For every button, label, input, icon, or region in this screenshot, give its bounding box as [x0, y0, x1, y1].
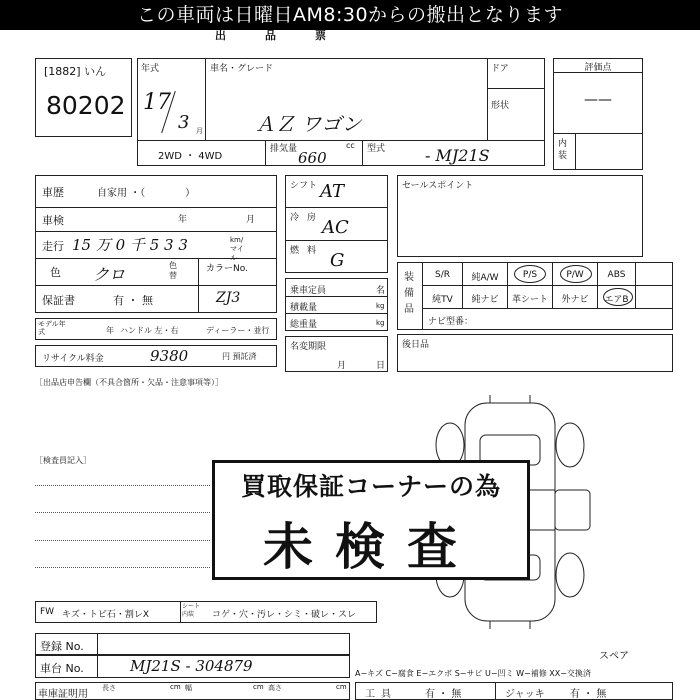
deadline-label: 名変期限: [290, 342, 327, 352]
cert-height-unit: cm: [336, 683, 347, 691]
model-label: 型式: [367, 144, 386, 154]
color-label: 色: [50, 266, 61, 279]
aircon-value: AC: [322, 217, 349, 238]
capacity-label-3: 総重量: [290, 320, 318, 330]
reg-label: 登録 No.: [40, 640, 84, 653]
interior-label: 内装: [558, 139, 568, 161]
year-label: 年式: [141, 64, 160, 74]
recycle-value: 9380: [150, 347, 189, 365]
seat-text: コゲ・穴・汚レ・シミ・破レ・スレ: [212, 610, 357, 620]
sales-point-label: セールスポイント: [402, 181, 474, 191]
mileage-unit: km/マイル: [230, 236, 244, 262]
cert-length-label: 長さ: [102, 684, 116, 692]
color-code-value: ZJ3: [216, 290, 241, 306]
lot-tag: [1882] いん: [44, 65, 107, 78]
inspection-label: 車検: [42, 214, 64, 227]
capacity-unit-2: kg: [376, 302, 385, 310]
tools-label: 工具: [365, 689, 397, 700]
name-label: 車名・グレード: [210, 64, 274, 74]
mileage-label: 走行: [42, 240, 64, 253]
shape-label: 形状: [491, 101, 510, 111]
lot-box: [35, 58, 132, 137]
equip-navi: 純ナビ: [471, 295, 499, 305]
color-value: クロ: [93, 265, 126, 284]
door-label: ドア: [491, 64, 509, 74]
inspection-month: 月: [246, 215, 256, 225]
cert-width-unit: cm: [253, 683, 264, 691]
equip-abs: ABS: [607, 270, 626, 280]
deadline-month: 月: [337, 361, 347, 371]
equip-sr: S/R: [435, 270, 450, 280]
navi-model-label: ナビ型番：: [428, 317, 474, 327]
stamp-line1: 買取保証コーナーの為: [240, 472, 501, 501]
shift-value: AT: [320, 181, 345, 202]
inspection-year: 年: [178, 215, 188, 225]
capacity-unit-1: 名: [376, 286, 386, 296]
model-year-label: モデル年式: [38, 320, 66, 336]
damage-legend: A−キズ C−腐食 E−エクボ S−サビ U−凹ミ W−補修 XX−交換済: [355, 669, 591, 678]
tools-value: 有 ・ 無: [425, 689, 462, 700]
cert-width-label: 幅: [185, 684, 192, 692]
deadline-day: 日: [376, 361, 386, 371]
fuel-value: G: [330, 250, 345, 271]
equip-leather: 革シート: [511, 295, 548, 305]
displacement-value: 660: [298, 149, 327, 167]
recycle-label: リサイクル料金: [42, 354, 104, 364]
grade-value: ——: [584, 92, 612, 108]
fw-text: キズ・トビ石・割レX: [62, 610, 149, 620]
later-block: [397, 334, 673, 372]
warranty-label: 保証書: [42, 294, 75, 307]
equipment-label: 装備品: [404, 272, 414, 315]
later-label: 後日品: [402, 340, 430, 350]
lot-number: 80202: [46, 91, 126, 120]
mileage-value: 15 万 0 千 5 3 3: [72, 236, 188, 254]
color-code-label: カラーNo.: [206, 264, 248, 274]
drive-label: 2WD ・ 4WD: [158, 151, 223, 162]
jack-label: ジャッキ: [505, 689, 545, 700]
capacity-label-1: 乗車定員: [290, 286, 327, 296]
stamp-line2: 未検査: [263, 518, 479, 576]
history-value: 自家用 ・（ ）: [97, 188, 196, 199]
circle-pw: [560, 265, 592, 283]
form-title: 出 品 票: [215, 29, 340, 42]
displacement-label: 排気量: [270, 144, 298, 154]
stamp-uninspected: [212, 460, 530, 580]
shift-label: シフト: [290, 181, 318, 191]
seat-label: シート内装: [182, 603, 201, 618]
cert-height-label: 高さ: [268, 684, 282, 692]
chassis-label: 車台 No.: [40, 662, 84, 675]
recycle-unit: 円 預託済: [222, 352, 257, 361]
aircon-label: 冷房: [290, 213, 325, 223]
warranty-value: 有 ・ 無: [113, 294, 153, 307]
year-value: 17: [143, 90, 171, 115]
cert-label: 車庫証明用: [38, 689, 88, 700]
cert-length-unit: cm: [170, 683, 181, 691]
circle-airbag: [603, 288, 633, 306]
handle-label: ハンドル 左・右: [120, 326, 179, 335]
notes-label: ［出品店申告欄（不具合箇所・欠品・注意事項等）］: [35, 378, 223, 387]
month-value: 3: [178, 112, 190, 133]
circle-ps: [514, 265, 546, 283]
banner-notice: この車両は日曜日AM8:30からの搬出となります: [0, 0, 700, 30]
fw-label: FW: [40, 607, 55, 617]
equip-tv: 純TV: [432, 295, 453, 305]
grade-label: 評価点: [584, 63, 612, 73]
equip-aw: 純A/W: [471, 273, 499, 283]
color-repaint-label: 色替: [169, 261, 177, 280]
spare-label: スペア: [599, 651, 629, 662]
capacity-unit-3: kg: [376, 319, 385, 327]
month-unit: 月: [196, 127, 203, 135]
model-value: - MJ21S: [425, 146, 490, 165]
equip-ext-navi: 外ナビ: [561, 295, 589, 305]
dealer-label: ディーラー・並行: [206, 326, 270, 335]
history-label: 車歴: [42, 186, 64, 199]
chassis-value: MJ21S - 304879: [130, 657, 253, 675]
displacement-unit: cc: [346, 141, 355, 150]
equip-ps: P/S: [522, 270, 538, 280]
inspector-label: ［検査員記入］: [35, 456, 91, 465]
name-value: ＡＺ ワゴン: [255, 112, 362, 136]
jack-value: 有 ・ 無: [570, 689, 607, 700]
fuel-label: 燃料: [290, 246, 325, 256]
capacity-label-2: 積載量: [290, 303, 318, 313]
equip-airbag: エアB: [604, 295, 629, 305]
equip-pw: P/W: [566, 270, 584, 280]
model-year-unit: 年: [106, 326, 114, 335]
